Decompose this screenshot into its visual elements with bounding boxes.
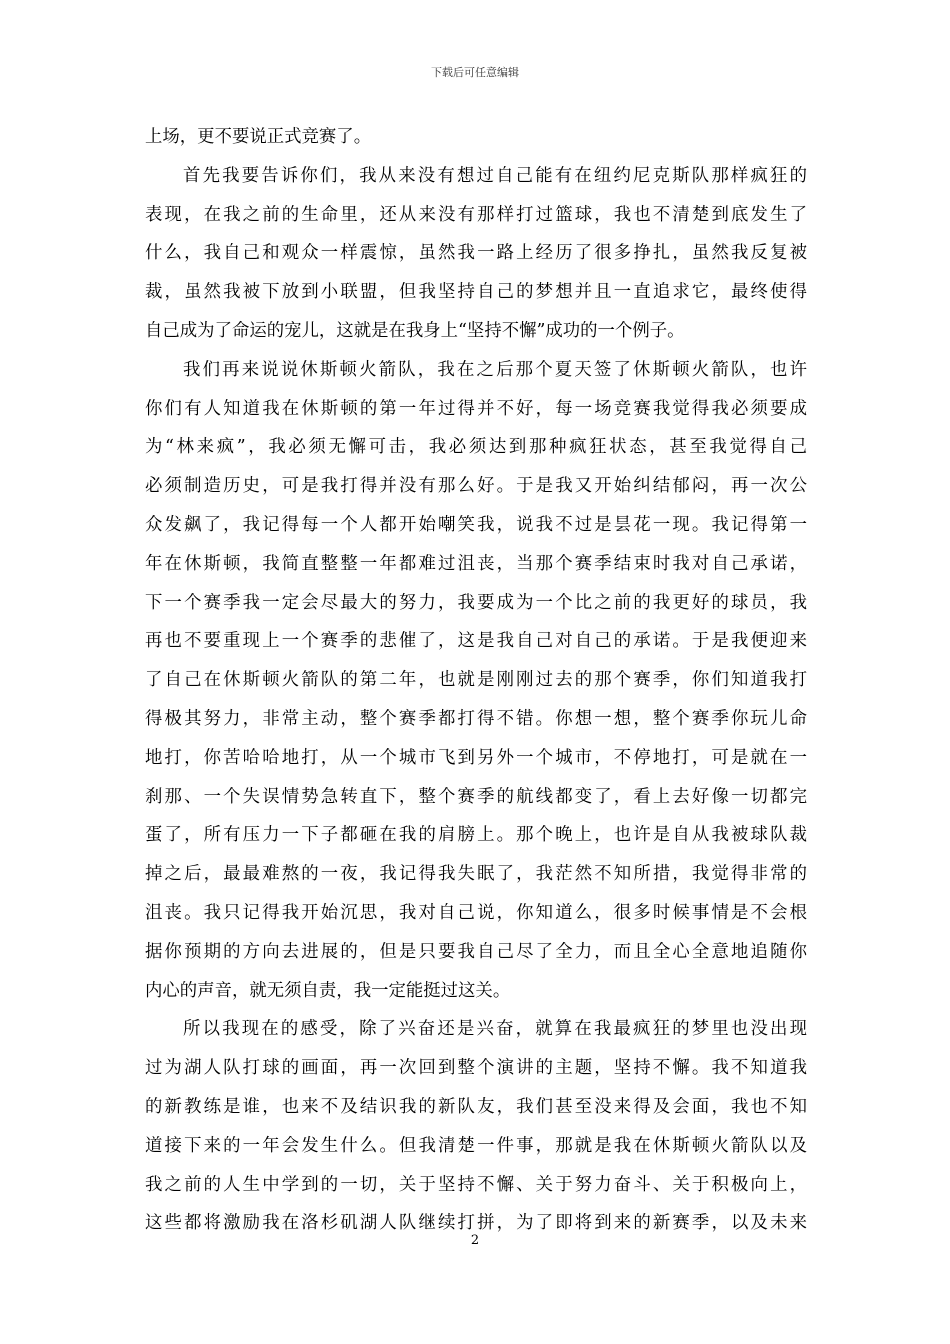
text-line: 必须制造历史，可是我打得并没有那么好。于是我又开始纠结郁闷，再一次公 (145, 476, 807, 497)
text-line: 上场，更不要说正式竞赛了。 (145, 127, 372, 147)
text-line: 再也不要重现上一个赛季的悲催了，这是我自己对自己的承诺。于是我便迎来 (145, 631, 807, 652)
text-line: 我们再来说说休斯顿火箭队，我在之后那个夏天签了休斯顿火箭队，也许 (183, 359, 807, 380)
text-line: 过为湖人队打球的画面，再一次回到整个演讲的主题，坚持不懈。我不知道我 (145, 1058, 807, 1079)
text-line: 表现，在我之前的生命里，还从来没有那样打过篮球，我也不清楚到底发生了 (145, 204, 807, 225)
text-line: 据你预期的方向去进展的，但是只要我自己尽了全力，而且全心全意地追随你 (145, 941, 807, 962)
text-line: 裁，虽然我被下放到小联盟，但我坚持自己的梦想并且一直追求它，最终使得 (145, 282, 807, 303)
text-line: 道接下来的一年会发生什么。但我清楚一件事，那就是我在休斯顿火箭队以及 (145, 1135, 807, 1156)
text-line: 为“林来疯”，我必须无懈可击，我必须达到那种疯狂状态，甚至我觉得自己 (145, 437, 807, 458)
text-line: 你们有人知道我在休斯顿的第一年过得并不好，每一场竞赛我觉得我必须要成 (145, 398, 807, 419)
page-number: 2 (470, 1233, 480, 1248)
text-line: 蛋了，所有压力一下子都砸在我的肩膀上。那个晚上，也许是自从我被球队裁 (145, 825, 807, 846)
text-line: 这些都将激励我在洛杉矶湖人队继续打拼，为了即将到来的新赛季，以及未来 (145, 1213, 807, 1234)
text-line: 了自己在休斯顿火箭队的第二年，也就是刚刚过去的那个赛季，你们知道我打 (145, 670, 807, 691)
text-line: 首先我要告诉你们，我从来没有想过自己能有在纽约尼克斯队那样疯狂的 (183, 165, 807, 186)
text-line: 什么，我自己和观众一样震惊，虽然我一路上经历了很多挣扎，虽然我反复被 (145, 243, 807, 264)
text-line: 年在休斯顿，我简直整整一年都难过沮丧，当那个赛季结束时我对自己承诺， (145, 553, 807, 574)
text-line: 内心的声音，就无须自责，我一定能挺过这关。 (145, 980, 511, 1001)
text-line: 自己成为了命运的宠儿，这就是在我身上“坚持不懈”成功的一个例子。 (145, 320, 685, 341)
text-line: 沮丧。我只记得我开始沉思，我对自己说，你知道么，很多时候事情是不会根 (145, 902, 807, 923)
text-line: 的新教练是谁，也来不及结识我的新队友，我们甚至没来得及会面，我也不知 (145, 1096, 807, 1117)
page-header: 下载后可任意编辑 (431, 66, 519, 79)
text-line: 下一个赛季我一定会尽最大的努力，我要成为一个比之前的我更好的球员，我 (145, 592, 807, 613)
text-line: 地打，你苦哈哈地打，从一个城市飞到另外一个城市，不停地打，可是就在一 (145, 747, 807, 768)
text-line: 刹那、一个失误情势急转直下，整个赛季的航线都变了，看上去好像一切都完 (145, 786, 807, 807)
text-line: 掉之后，最最难熬的一夜，我记得我失眠了，我茫然不知所措，我觉得非常的 (145, 864, 807, 885)
text-line: 我之前的人生中学到的一切，关于坚持不懈、关于努力奋斗、关于积极向上， (145, 1174, 807, 1195)
text-line: 众发飙了，我记得每一个人都开始嘲笑我，说我不过是昙花一现。我记得第一 (145, 514, 807, 535)
text-line: 得极其努力，非常主动，整个赛季都打得不错。你想一想，整个赛季你玩儿命 (145, 708, 807, 729)
text-line: 所以我现在的感受，除了兴奋还是兴奋，就算在我最疯狂的梦里也没出现 (183, 1019, 807, 1040)
document-body (145, 118, 807, 1243)
